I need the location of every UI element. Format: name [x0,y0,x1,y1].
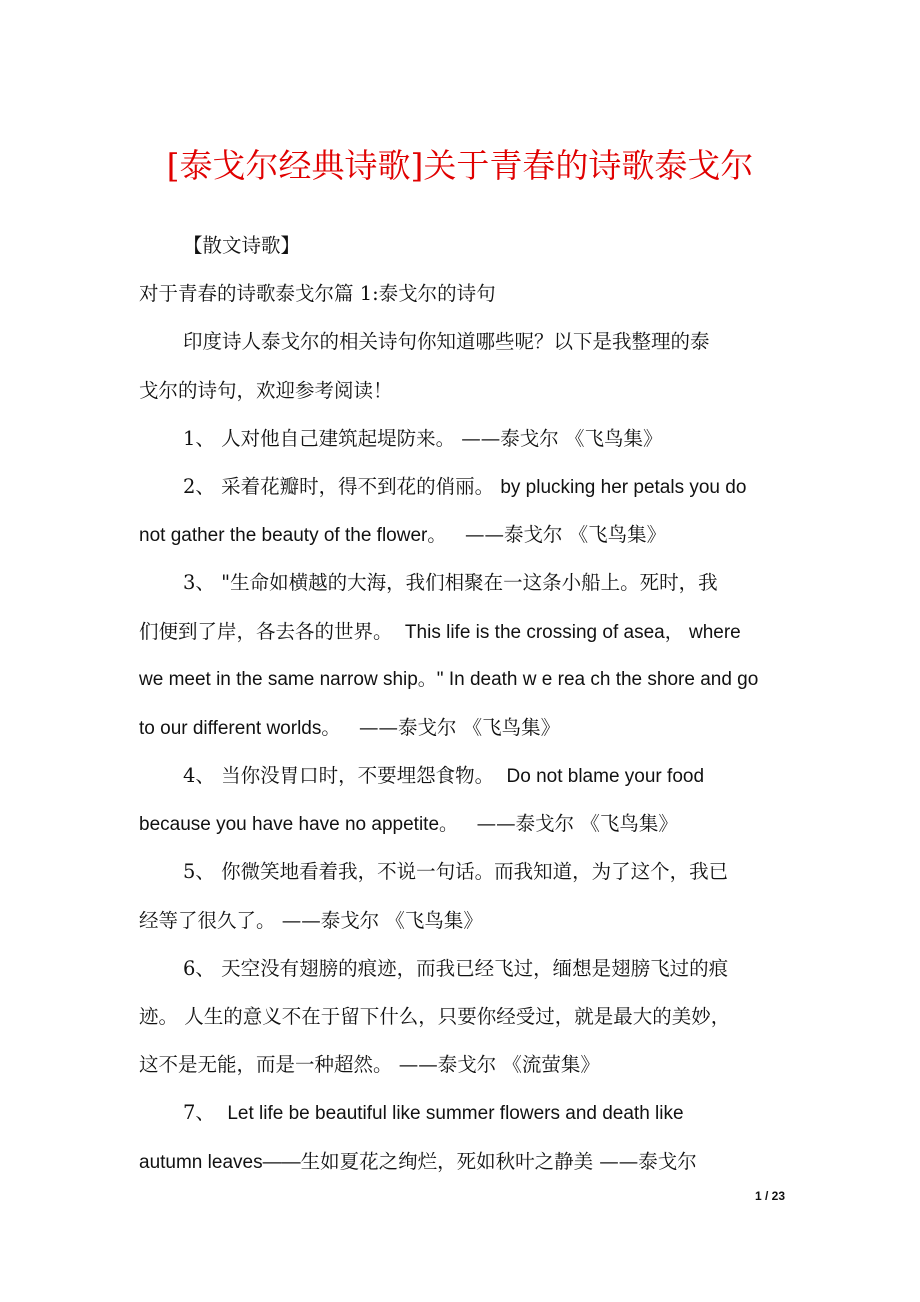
quote-6-line-2: 迹。 人生的意义不在于留下什么，只要你经受过，就是最大的美妙， [139,1005,731,1028]
quote-3-attribution: ——泰戈尔 《飞鸟集》 [358,715,561,739]
document-title: [泰戈尔经典诗歌]关于青春的诗歌泰戈尔 [166,146,754,185]
quote-4-english-end: because you have have no appetite。 [139,814,459,836]
category-label: 【散文诗歌】 [183,234,301,257]
document-body [139,222,784,1186]
intro-line-2: 戈尔的诗句，欢迎参考阅读！ [139,378,393,402]
quote-3-english-start: This life is the crossing of asea， where [404,621,741,643]
page-number: 1 / 23 [754,1189,785,1203]
quote-5-line-2: 经等了很久了。 ——泰戈尔 《飞鸟集》 [139,908,483,932]
quote-7-line-2 [139,1138,784,1186]
quote-2-english-start: by plucking her petals you do [500,476,747,498]
quote-4-chinese: 4、 当你没胃口时，不要埋怨食物。 [183,764,495,788]
quote-3-chinese-end: 们便到了岸，各去各的世界。 [139,619,393,643]
quote-4-line-1 [139,752,784,800]
quote-6-line-1: 6、 天空没有翅膀的痕迹，而我已经飞过，缅想是翅膀飞过的痕 [183,956,729,980]
section-heading: 对于青春的诗歌泰戈尔篇 1:泰戈尔的诗句 [139,282,496,306]
quote-3-line-3: we meet in the same narrow ship。" In death w e rea ch the shore and go [139,668,759,690]
quote-5-line-1: 5、 你微笑地看着我，不说一句话。而我知道，为了这个，我已 [183,860,729,884]
quote-2-line-1 [139,463,784,511]
quote-7-number: 7、 [183,1101,215,1125]
quote-3-line-2 [139,608,784,656]
quote-2-chinese: 2、 采着花瓣时，得不到花的俏丽。 [183,474,495,498]
quote-2-attribution: ——泰戈尔 《飞鸟集》 [464,523,667,547]
quote-4-attribution: ——泰戈尔 《飞鸟集》 [476,812,678,836]
quote-4-line-2 [139,800,784,848]
quote-7-line-1 [139,1089,784,1137]
quote-7-english-end: autumn leaves—— [139,1151,301,1173]
quote-6-line-3: 这不是无能，而是一种超然。 ——泰戈尔 《流萤集》 [139,1053,600,1077]
quote-1: 1、 人对他自己建筑起堤防来。 ——泰戈尔 《飞鸟集》 [183,426,663,450]
quote-3-english-end: to our different worlds。 [139,717,341,739]
quote-2-line-2 [139,511,784,559]
quote-7-english-start: Let life be beautiful like summer flowers and death like [227,1103,684,1125]
quote-3-line-1: 3、 "生命如横越的大海，我们相聚在一这条小船上。死时，我 [183,571,718,595]
quote-2-english-end: not gather the beauty of the flower。 [139,525,447,547]
quote-3-line-4 [139,704,784,752]
intro-line-1: 印度诗人泰戈尔的相关诗句你知道哪些呢？以下是我整理的泰 [183,330,710,354]
quote-7-chinese: 生如夏花之绚烂，死如秋叶之静美 ——泰戈尔 [300,1149,697,1173]
quote-4-english-start: Do not blame your food [506,766,705,788]
